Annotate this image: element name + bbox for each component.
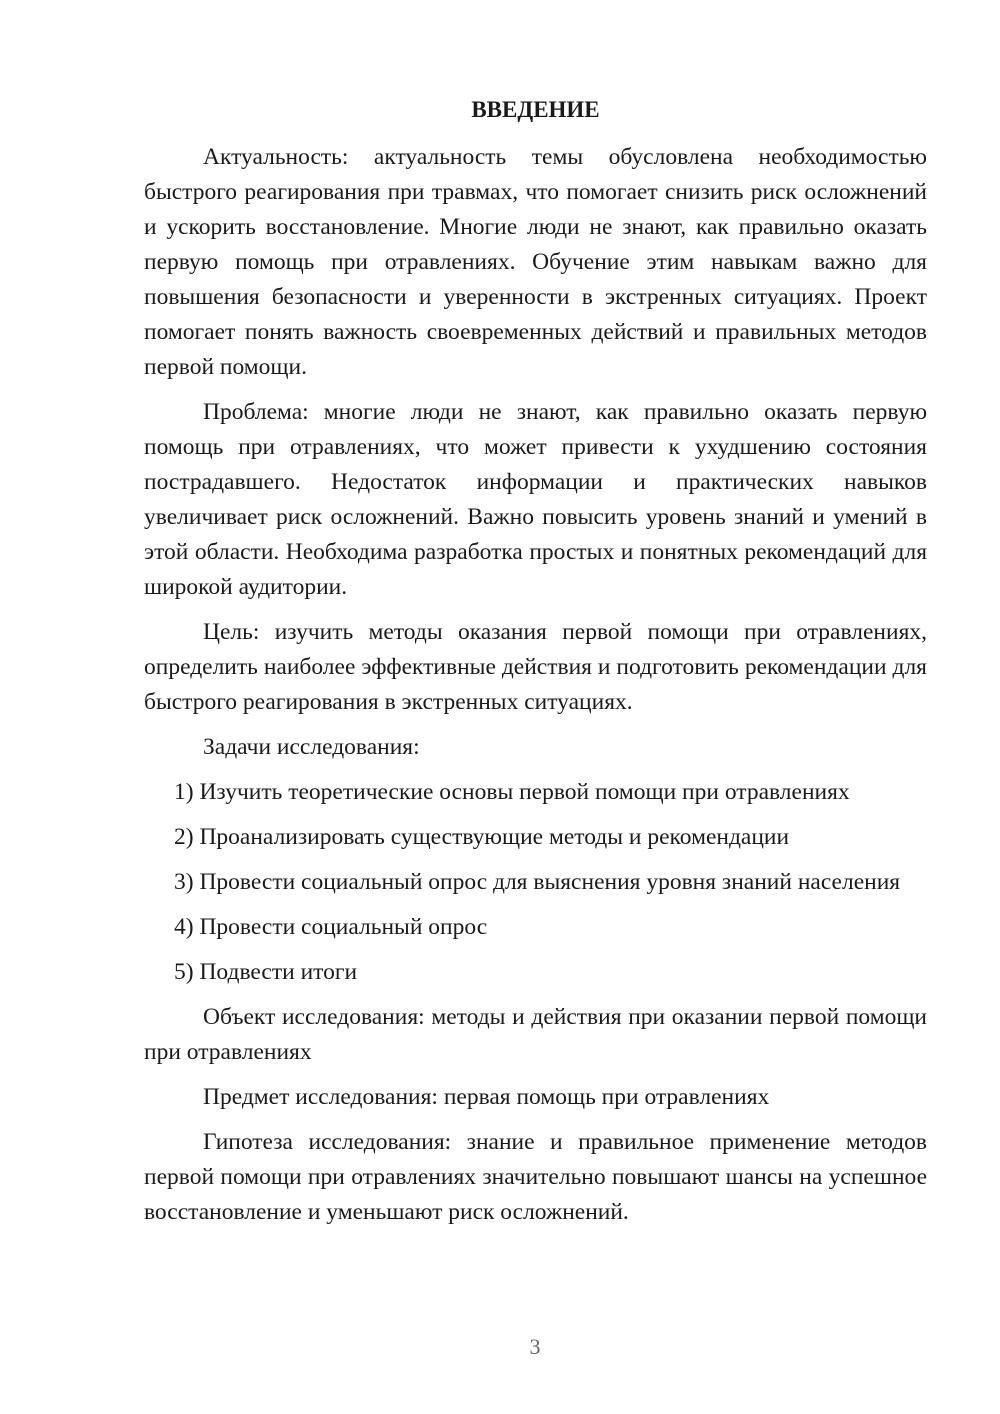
page-content <box>144 92 927 1240</box>
problem-paragraph: Проблема: многие люди не знают, как правильно оказать первую помощь при отравлениях, что может привести к ухудшению состояния пострадавшего. Недостаток информации и практических навыков увеличивает риск осложнений. Важно повысить уровень знаний и умений в этой области. Необходима разработка простых и понятных рекомендаций для широкой аудитории. <box>144 399 927 600</box>
hypothesis-paragraph: Гипотеза исследования: знание и правильное применение методов первой помощи при отравлениях значительно повышают шансы на успешное восстановление и уменьшают риск осложнений. <box>144 1129 927 1225</box>
task-item-5: 5) Подвести итоги <box>174 959 358 985</box>
subject-paragraph: Предмет исследования: первая помощь при отравлениях <box>203 1084 770 1110</box>
goal-paragraph: Цель: изучить методы оказания первой помощи при отравлениях, определить наиболее эффективные действия и подготовить рекомендации для быстрого реагирования в экстренных ситуациях. <box>144 619 927 715</box>
section-title: ВВЕДЕНИЕ <box>471 97 600 122</box>
page-number: 3 <box>529 1334 541 1359</box>
task-item-2: 2) Проанализировать существующие методы и рекомендации <box>174 824 790 850</box>
task-item-4: 4) Провести социальный опрос <box>174 914 488 940</box>
task-item-3: 3) Провести социальный опрос для выяснения уровня знаний населения <box>174 869 901 895</box>
task-item-1: 1) Изучить теоретические основы первой помощи при отравлениях <box>174 779 850 805</box>
tasks-heading: Задачи исследования: <box>203 734 420 760</box>
relevance-paragraph: Актуальность: актуальность темы обусловлена необходимостью быстрого реагирования при травмах, что помогает снизить риск осложнений и ускорить восстановление. Многие люди не знают, как правильно оказать первую помощь при отравлениях. Обучение этим навыкам важно для повышения безопасности и уверенности в экстренных ситуациях. Проект помогает понять важность своевременных действий и правильных методов первой помощи. <box>144 144 927 380</box>
object-paragraph: Объект исследования: методы и действия при оказании первой помощи при отравлениях <box>144 1004 927 1065</box>
